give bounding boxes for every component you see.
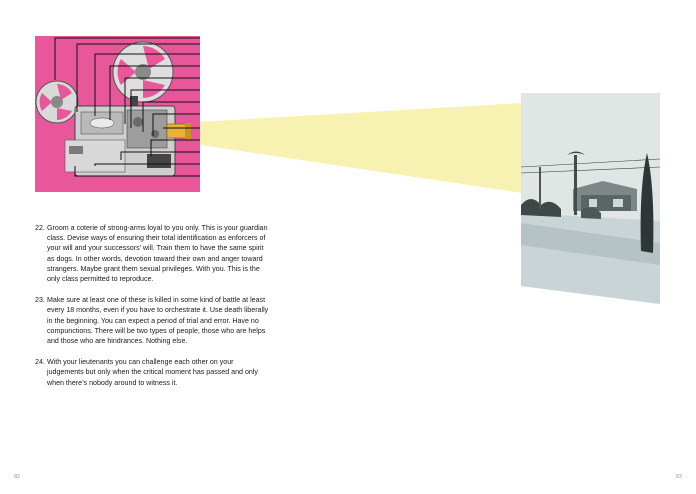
right-page [348,0,696,494]
right-film-reel [113,42,173,102]
right-page-number: 83 [675,474,682,480]
item-text: Make sure at least one of these is killed in some kind of battle at least every 18 months, even if you have to orchestrate it. Use death liberally in the beginning. You can expect a period of trial and error. Have no compunctions. There will be two types of people, those who are helps and those who are hindrances. Nothing else. [47,296,269,346]
left-page-number: 82 [14,474,21,480]
numbered-instructions [35,223,271,399]
item-number: 23. [35,296,45,305]
item-number: 22. [35,224,45,232]
list-item [35,223,271,284]
projector-collage-image [35,36,200,192]
item-text: With your lieutenants you can challenge each other on your judgements but only when the critical moment has passed and only when there’s nobody around to witness it. [47,358,258,387]
list-item [35,357,271,388]
item-number: 24. [35,358,45,367]
left-film-reel [36,81,78,123]
projector-illustration [35,36,200,192]
list-item [35,295,271,346]
item-text: Groom a coterie of strong-arms loyal to you only. This is your guardian class. Devise ways of ensuring their total identification as enforcers of your will and your successors’ will. Train them to have the same spirit as dogs. In other words, devotion toward their own and anger toward strangers. Maybe grant them sexual privileges. With you. This is the only class permitted to reproduce. [47,224,268,284]
